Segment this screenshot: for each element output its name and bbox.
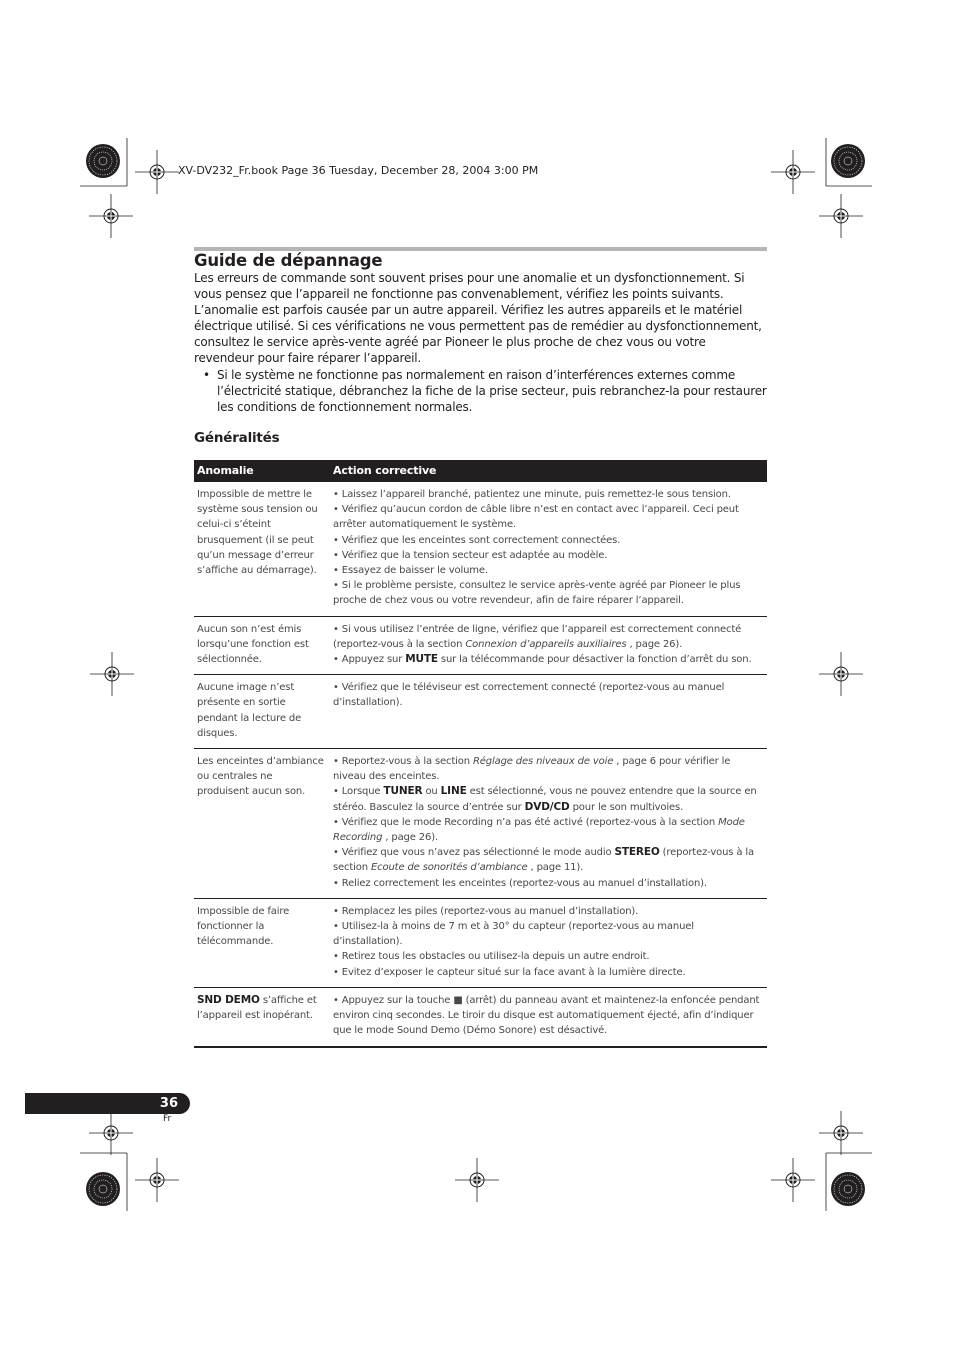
bullet-dot: • bbox=[203, 368, 210, 382]
print-header: XV-DV232_Fr.book Page 36 Tuesday, December 28, 2004 3:00 PM bbox=[178, 164, 539, 177]
table-row bbox=[194, 616, 767, 675]
table-row bbox=[194, 898, 767, 987]
action-cell bbox=[330, 616, 767, 675]
action-line: • Essayez de baisser le volume. bbox=[333, 565, 488, 577]
table-row bbox=[194, 675, 767, 749]
action-line: • Si le problème persiste, consultez le service après-vente agréé par Pioneer le plus proche de chez vous ou votre revendeur, afin de faire réparer l’appareil. bbox=[333, 580, 741, 607]
column-header-action: Action corrective bbox=[330, 460, 767, 482]
table-row bbox=[194, 482, 767, 616]
problem-cell: Aucune image n’est présente en sortie pendant la lecture de disques. bbox=[194, 675, 330, 749]
action-line: • Laissez l’appareil branché, patientez une minute, puis remettez-le sous tension. bbox=[333, 489, 731, 500]
action-line: • Appuyez sur MUTE sur la télécommande pour désactiver la fonction d’arrêt du son. bbox=[333, 653, 752, 666]
action-line: • Vérifiez que vous n’avez pas sélectionné le mode audio STEREO (reportez-vous à la section Ecoute de sonorités d’ambiance , page 11). bbox=[333, 846, 754, 874]
problem-cell: Les enceintes d’ambiance ou centrales ne produisent aucun son. bbox=[194, 749, 330, 899]
action-line: • Si vous utilisez l’entrée de ligne, vérifiez que l’appareil est correctement connecté (reportez-vous à la section Connexion d’appareils auxiliaires , page 26). bbox=[333, 623, 742, 650]
problem-cell: Impossible de mettre le système sous tension ou celui-ci s’éteint brusquement (il se peut qu’un message d’erreur s’affiche au démarrage). bbox=[194, 482, 330, 616]
action-line: • Remplacez les piles (reportez-vous au manuel d’installation). bbox=[333, 905, 639, 917]
action-cell bbox=[330, 675, 767, 749]
problem-cell: Impossible de faire fonctionner la télécommande. bbox=[194, 898, 330, 987]
column-header-problem: Anomalie bbox=[194, 460, 330, 482]
action-line: • Vérifiez que le téléviseur est correctement connecté (reportez-vous au manuel d’installation). bbox=[333, 682, 725, 709]
action-line: • Reliez correctement les enceintes (reportez-vous au manuel d’installation). bbox=[333, 877, 707, 889]
action-cell bbox=[330, 898, 767, 987]
action-line: • Vérifiez qu’aucun cordon de câble libre n’est en contact avec l’appareil. Ceci peut arrêter automatiquement le système. bbox=[333, 504, 739, 531]
action-line: • Vérifiez que les enceintes sont correctement connectées. bbox=[333, 534, 621, 546]
action-line: • Vérifiez que le mode Recording n’a pas été activé (reportez-vous à la section Mode Recording , page 26). bbox=[333, 816, 745, 844]
problem-cell: SND DEMO s’affiche et l’appareil est inopérant. bbox=[194, 987, 330, 1046]
action-line: • Vérifiez que la tension secteur est adaptée au modèle. bbox=[333, 549, 608, 561]
section-title: Guide de dépannage bbox=[194, 251, 383, 270]
subsection-title: Généralités bbox=[194, 430, 280, 446]
action-line: • Lorsque TUNER ou LINE est sélectionné, vous ne pouvez entendre que la source en stéréo. Basculez la source d’entrée sur DVD/CD pour le son multivoies. bbox=[333, 785, 757, 813]
table-header-row bbox=[194, 460, 767, 482]
action-line: • Retirez tous les obstacles ou utilisez-la depuis un autre endroit. bbox=[333, 951, 650, 963]
page-number: 36 bbox=[159, 1096, 178, 1111]
action-cell bbox=[330, 482, 767, 616]
problem-cell: Aucun son n’est émis lorsqu’une fonction est sélectionnée. bbox=[194, 616, 330, 675]
action-line: • Utilisez-la à moins de 7 m et à 30° du capteur (reportez-vous au manuel d’installation). bbox=[333, 921, 694, 948]
page-language: Fr bbox=[163, 1114, 172, 1124]
bullet-text: Si le système ne fonctionne pas normalement en raison d’interférences externes comme l’électricité statique, débranchez la fiche de la prise secteur, puis rebranchez-la pour restaurer les conditions de fonctionnement normales. bbox=[217, 368, 767, 414]
action-cell bbox=[330, 749, 767, 899]
action-line: • Appuyez sur la touche ■ (arrêt) du panneau avant et maintenez-la enfoncée pendant environ cinq secondes. Le tiroir du disque est automatiquement éjecté, afin d’indiquer que le mode Sound Demo (Démo Sonore) est désactivé. bbox=[333, 994, 760, 1037]
table-row bbox=[194, 749, 767, 899]
troubleshooting-table bbox=[194, 460, 767, 1048]
table-row bbox=[194, 987, 767, 1046]
action-line: • Reportez-vous à la section Réglage des niveaux de voie , page 6 pour vérifier le niveau des enceintes. bbox=[333, 756, 731, 783]
intro-paragraph: Les erreurs de commande sont souvent prises pour une anomalie et un dysfonctionnement. Si vous pensez que l’appareil ne fonctionne pas convenablement, vérifiez les points suivants. L’anomalie est parfois causée par un autre appareil. Vérifiez les autres appareils et le matériel électrique utilisé. Si ces vérifications ne vous permettent pas de remédier au dysfonctionnement, consultez le service après-vente agréé par Pioneer le plus proche de chez vous ou votre revendeur pour faire réparer l’appareil. bbox=[194, 271, 762, 365]
action-line: • Evitez d’exposer le capteur situé sur la face avant à la lumière directe. bbox=[333, 966, 686, 978]
intro-bullet bbox=[203, 367, 769, 415]
action-cell bbox=[330, 987, 767, 1046]
